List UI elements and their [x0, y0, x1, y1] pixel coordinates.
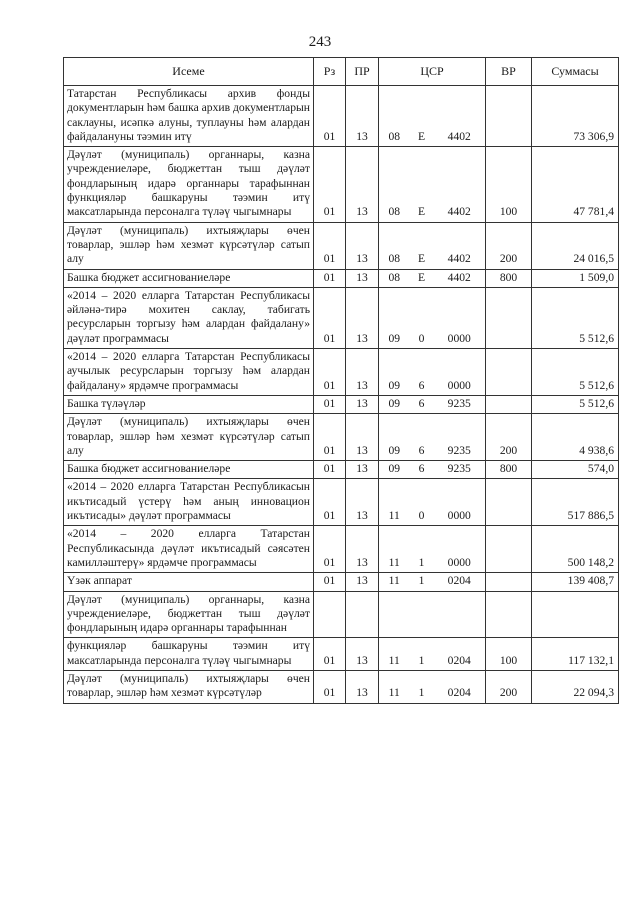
row-csr-part2	[410, 591, 434, 638]
row-name: Дәүләт (муниципаль) ихтыяҗлары өчен товарлар, эшләр һәм хезмәт күрсәтүләр сатып алу	[64, 414, 314, 461]
row-pr: 13	[346, 526, 379, 573]
row-sum: 139 408,7	[532, 573, 619, 591]
table-row	[64, 573, 619, 591]
row-csr-part2: Е	[410, 147, 434, 222]
table-header-row	[64, 58, 619, 86]
row-csr-part3: 0000	[434, 526, 486, 573]
row-sum: 22 094,3	[532, 670, 619, 703]
row-sum: 5 512,6	[532, 349, 619, 396]
row-name: Башка бюджет ассигнованиеләре	[64, 269, 314, 287]
row-csr-part2: 0	[410, 479, 434, 526]
row-rz: 01	[314, 222, 346, 269]
row-csr-part1: 08	[379, 222, 410, 269]
row-csr-part1: 11	[379, 670, 410, 703]
row-pr: 13	[346, 269, 379, 287]
table-row	[64, 591, 619, 638]
table-row	[64, 349, 619, 396]
row-csr-part3	[434, 591, 486, 638]
row-vr	[486, 86, 532, 147]
row-pr: 13	[346, 461, 379, 479]
row-name: функцияләр башкаруны тәэмин итү максатларында персоналга түләү чыгымнары	[64, 638, 314, 671]
row-pr: 13	[346, 395, 379, 413]
row-rz: 01	[314, 573, 346, 591]
row-csr-part3: 0204	[434, 638, 486, 671]
row-sum	[532, 591, 619, 638]
header-name: Исеме	[64, 58, 314, 86]
row-rz: 01	[314, 349, 346, 396]
row-rz	[314, 591, 346, 638]
row-pr: 13	[346, 222, 379, 269]
row-vr: 200	[486, 222, 532, 269]
row-sum: 5 512,6	[532, 395, 619, 413]
table-row	[64, 147, 619, 222]
table-row	[64, 395, 619, 413]
row-csr-part2: 6	[410, 349, 434, 396]
header-sum: Суммасы	[532, 58, 619, 86]
row-csr-part1: 08	[379, 86, 410, 147]
row-pr: 13	[346, 670, 379, 703]
row-csr-part3: 0000	[434, 287, 486, 348]
header-rz: Рз	[314, 58, 346, 86]
row-vr: 100	[486, 638, 532, 671]
row-csr-part2: 6	[410, 395, 434, 413]
row-csr-part3: 9235	[434, 414, 486, 461]
row-rz: 01	[314, 461, 346, 479]
row-name: «2014 – 2020 елларга Татарстан Республикасы әйләнә-тирә мохитен саклау, табигать ресурсларын торгызу һәм алардан файдалану» дәүләт программасы	[64, 287, 314, 348]
row-pr: 13	[346, 638, 379, 671]
row-name: Үзәк аппарат	[64, 573, 314, 591]
row-csr-part1: 09	[379, 395, 410, 413]
table-row	[64, 414, 619, 461]
row-pr: 13	[346, 414, 379, 461]
row-csr-part2: Е	[410, 222, 434, 269]
header-vr: ВР	[486, 58, 532, 86]
row-sum: 574,0	[532, 461, 619, 479]
row-name: Дәүләт (муниципаль) органнары, казна учреждениеләре, бюджеттан тыш дәүләт фондларының идарә органнары тарафыннан	[64, 591, 314, 638]
row-csr-part3: 4402	[434, 222, 486, 269]
table-row	[64, 86, 619, 147]
row-csr-part3: 9235	[434, 461, 486, 479]
row-csr-part1	[379, 591, 410, 638]
row-csr-part1: 11	[379, 573, 410, 591]
page-number: 243	[308, 34, 332, 50]
row-vr: 800	[486, 269, 532, 287]
row-pr: 13	[346, 147, 379, 222]
row-vr	[486, 349, 532, 396]
row-csr-part3: 9235	[434, 395, 486, 413]
row-csr-part2: 1	[410, 526, 434, 573]
header-csr: ЦСР	[379, 58, 486, 86]
row-csr-part2: 0	[410, 287, 434, 348]
row-vr	[486, 479, 532, 526]
row-vr	[486, 591, 532, 638]
row-csr-part2: 6	[410, 461, 434, 479]
row-vr: 800	[486, 461, 532, 479]
header-pr: ПР	[346, 58, 379, 86]
row-csr-part3: 0204	[434, 670, 486, 703]
row-csr-part3: 0000	[434, 349, 486, 396]
table-row	[64, 638, 619, 671]
row-sum: 117 132,1	[532, 638, 619, 671]
row-name: «2014 – 2020 елларга Татарстан Республикасын икътисадый үстерү һәм аның инновацион икътисады» дәүләт программасы	[64, 479, 314, 526]
row-name: Дәүләт (муниципаль) ихтыяҗлары өчен товарлар, эшләр һәм хезмәт күрсәтүләр	[64, 670, 314, 703]
row-name: «2014 – 2020 елларга Татарстан Республикасы аучылык ресурсларын торгызу һәм алардан файдалану» ярдәмче программасы	[64, 349, 314, 396]
row-csr-part3: 4402	[434, 86, 486, 147]
row-vr: 200	[486, 670, 532, 703]
row-vr: 200	[486, 414, 532, 461]
row-vr	[486, 526, 532, 573]
row-vr	[486, 573, 532, 591]
row-csr-part2: Е	[410, 269, 434, 287]
row-pr: 13	[346, 287, 379, 348]
row-csr-part2: 1	[410, 670, 434, 703]
row-sum: 517 886,5	[532, 479, 619, 526]
row-name: Башка бюджет ассигнованиеләре	[64, 461, 314, 479]
row-csr-part1: 08	[379, 269, 410, 287]
row-rz: 01	[314, 395, 346, 413]
row-csr-part2: 1	[410, 638, 434, 671]
table-row	[64, 526, 619, 573]
row-csr-part3: 4402	[434, 147, 486, 222]
row-sum: 500 148,2	[532, 526, 619, 573]
row-sum: 4 938,6	[532, 414, 619, 461]
row-pr: 13	[346, 349, 379, 396]
row-sum: 73 306,9	[532, 86, 619, 147]
row-pr: 13	[346, 573, 379, 591]
row-name: «2014 – 2020 елларга Татарстан Республикасында дәүләт икътисадый сәясәтен камилләштерү» ярдәмче программасы	[64, 526, 314, 573]
row-sum: 5 512,6	[532, 287, 619, 348]
row-name: Башка түләүләр	[64, 395, 314, 413]
row-pr	[346, 591, 379, 638]
row-csr-part3: 0204	[434, 573, 486, 591]
row-csr-part2: 6	[410, 414, 434, 461]
row-rz: 01	[314, 638, 346, 671]
row-name: Дәүләт (муниципаль) ихтыяҗлары өчен товарлар, эшләр һәм хезмәт күрсәтүләр сатып алу	[64, 222, 314, 269]
row-rz: 01	[314, 86, 346, 147]
row-vr: 100	[486, 147, 532, 222]
row-csr-part1: 11	[379, 479, 410, 526]
row-pr: 13	[346, 86, 379, 147]
row-sum: 47 781,4	[532, 147, 619, 222]
row-rz: 01	[314, 526, 346, 573]
row-sum: 1 509,0	[532, 269, 619, 287]
row-name: Татарстан Республикасы архив фонды документларын һәм башка архив документларын саклауны, исәпкә алуны, туплауны һәм алардан файдалануны тәэмин итү	[64, 86, 314, 147]
row-csr-part1: 09	[379, 414, 410, 461]
row-pr: 13	[346, 479, 379, 526]
row-name: Дәүләт (муниципаль) органнары, казна учреждениеләре, бюджеттан тыш дәүләт фондларының идарә органнары тарафыннан функцияләр башкаруны тәэмин итү максатларында персоналга түләү чыгымнары	[64, 147, 314, 222]
row-vr	[486, 395, 532, 413]
row-rz: 01	[314, 147, 346, 222]
row-sum: 24 016,5	[532, 222, 619, 269]
row-rz: 01	[314, 414, 346, 461]
row-csr-part1: 08	[379, 147, 410, 222]
row-rz: 01	[314, 269, 346, 287]
row-csr-part1: 11	[379, 638, 410, 671]
table-row	[64, 479, 619, 526]
table-row	[64, 670, 619, 703]
row-csr-part1: 11	[379, 526, 410, 573]
row-rz: 01	[314, 287, 346, 348]
row-rz: 01	[314, 670, 346, 703]
row-csr-part2: Е	[410, 86, 434, 147]
table-row	[64, 287, 619, 348]
row-csr-part3: 0000	[434, 479, 486, 526]
row-csr-part1: 09	[379, 461, 410, 479]
row-csr-part1: 09	[379, 287, 410, 348]
row-csr-part2: 1	[410, 573, 434, 591]
row-rz: 01	[314, 479, 346, 526]
row-csr-part1: 09	[379, 349, 410, 396]
row-csr-part3: 4402	[434, 269, 486, 287]
row-vr	[486, 287, 532, 348]
table-row	[64, 222, 619, 269]
table-row	[64, 269, 619, 287]
budget-table	[63, 57, 619, 704]
table-row	[64, 461, 619, 479]
